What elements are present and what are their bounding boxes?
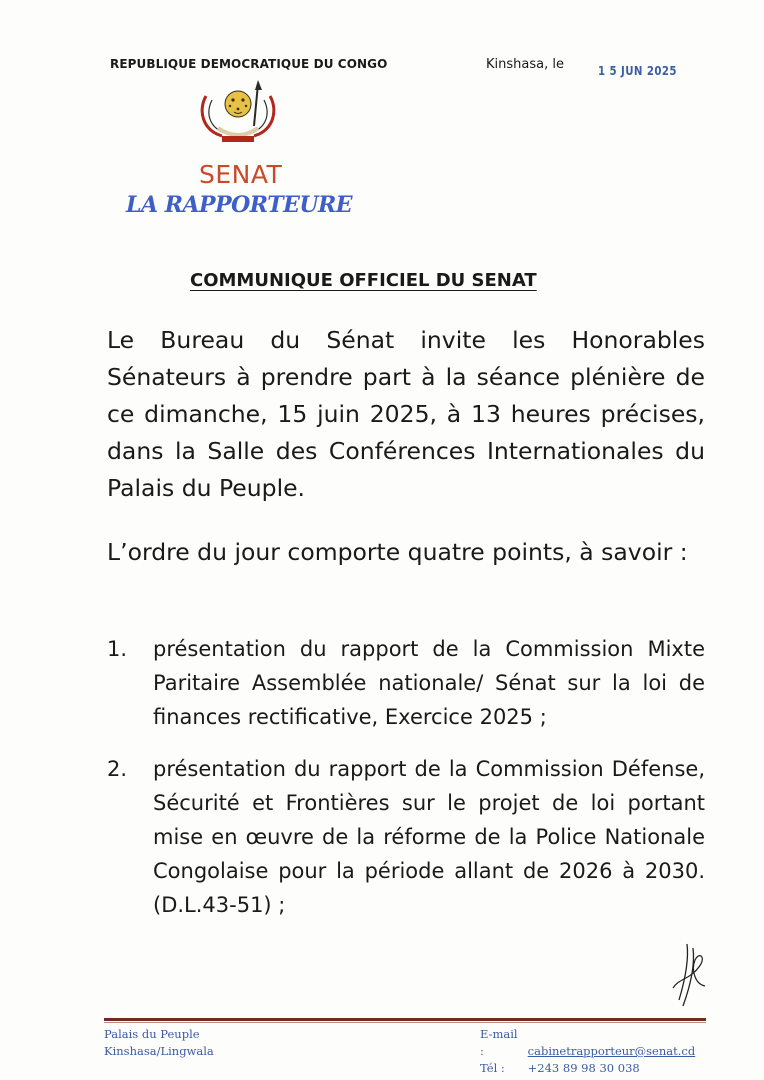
agenda-item-text: présentation du rapport de la Commission Mixte Paritaire Assemblée nationale/ Sénat sur la loi de finances rectificative, Exercice 2025 ;: [153, 637, 705, 729]
footer-contact: [480, 1026, 695, 1077]
handwritten-signature: [665, 940, 710, 1010]
agenda-paragraph: L’ordre du jour comporte quatre points, à savoir :: [107, 538, 688, 566]
footer-rule-thin: [104, 1022, 706, 1023]
footer-rule: [104, 1018, 706, 1021]
phone-label: Tél :: [480, 1061, 505, 1075]
senat-heading: SENAT: [199, 160, 283, 189]
place-label: Kinshasa, le: [486, 57, 564, 72]
address-line: Palais du Peuple: [104, 1027, 200, 1041]
agenda-item-number: 2.: [107, 757, 128, 781]
email-link[interactable]: cabinetrapporteur@senat.cd: [527, 1044, 696, 1058]
office-heading: LA RAPPORTEURE: [126, 192, 353, 218]
agenda-item-number: 1.: [107, 637, 128, 661]
country-name: REPUBLIQUE DEMOCRATIQUE DU CONGO: [110, 57, 388, 71]
address-line: Kinshasa/Lingwala: [104, 1044, 214, 1058]
agenda-item-text: présentation du rapport de la Commission Défense, Sécurité et Frontières sur le projet de loi portant mise en œuvre de la réforme de la Police Nationale Congolaise pour la période allant de 2026 à 2030. (D.L.43-51) ;: [153, 757, 705, 917]
coat-of-arms-emblem: [192, 78, 284, 148]
phone-number: +243 89 98 30 038: [527, 1061, 640, 1075]
date-stamp: 1 5 JUN 2025: [598, 64, 677, 78]
email-label: E-mail :: [480, 1027, 518, 1058]
intro-paragraph: Le Bureau du Sénat invite les Honorables Sénateurs à prendre part à la séance plénière de ce dimanche, 15 juin 2025, à 13 heures précises, dans la Salle des Conférences Internationales du Palais du Peuple.: [107, 326, 705, 502]
footer-address: [104, 1026, 214, 1060]
document-title: COMMUNIQUE OFFICIEL DU SENAT: [190, 270, 537, 291]
